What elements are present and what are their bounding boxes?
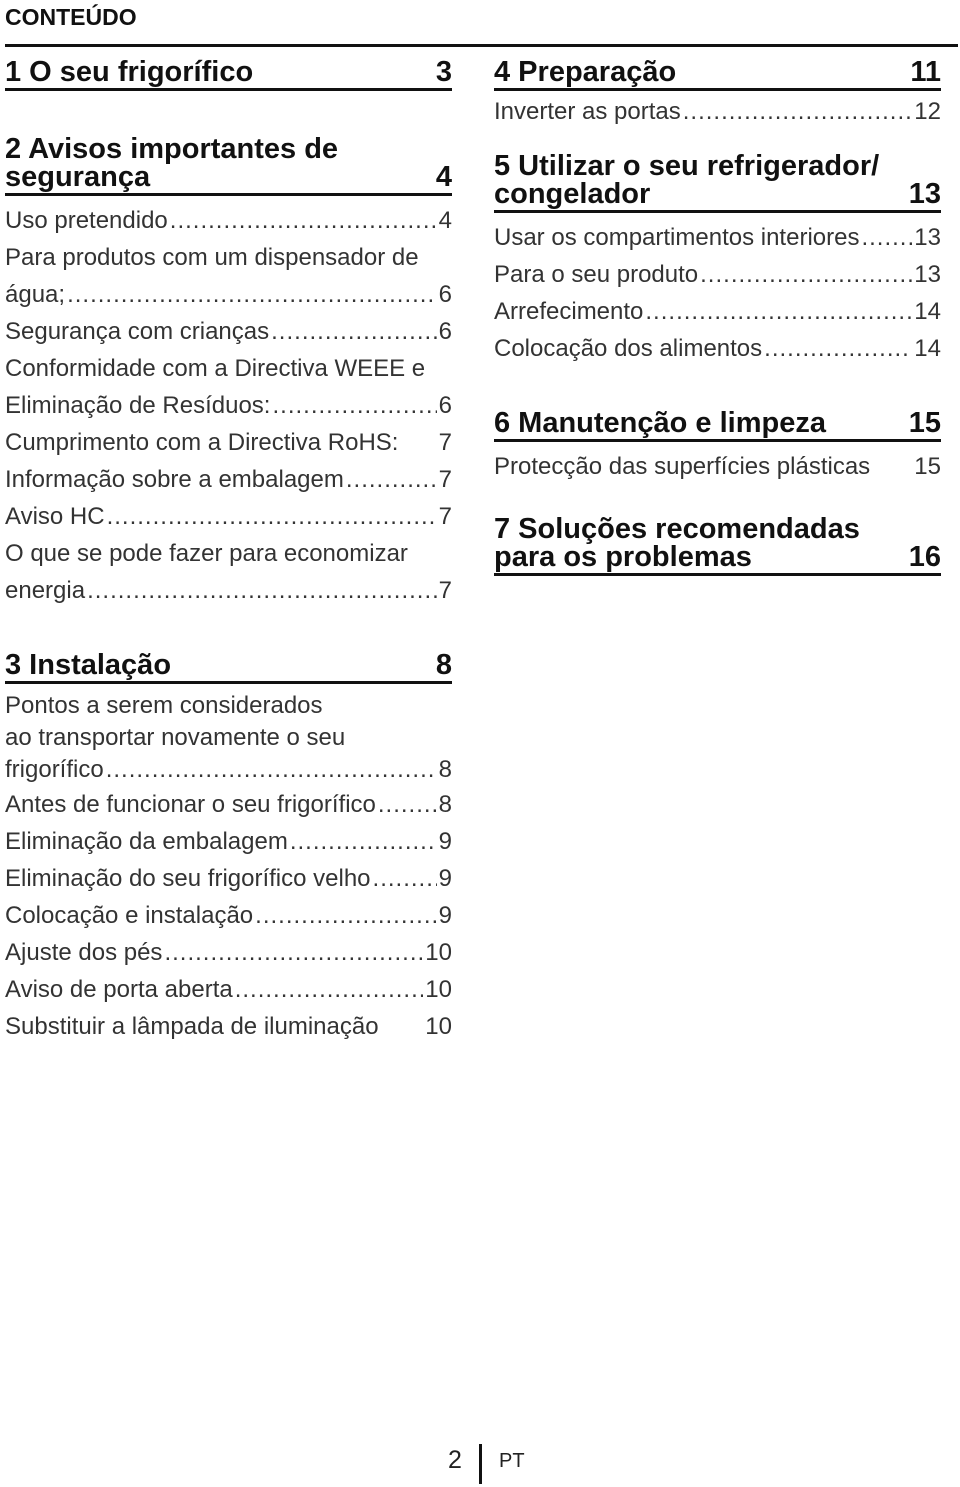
entry-text: Eliminação de Resíduos: [5,392,271,419]
entry-page: 6 [438,318,452,345]
section-page: 11 [910,56,941,88]
entry-page: 7 [438,503,452,530]
section-title: 6 Manutenção e limpeza [494,407,826,439]
entry-text: energia [5,577,86,604]
entry-text: Uso pretendido [5,207,168,234]
section-page: 16 [908,541,941,573]
section-title: 3 Instalação [5,649,172,681]
toc-entry[interactable] [5,823,452,860]
entry-page: 13 [914,224,941,251]
entry-page: 10 [425,939,452,966]
section-page: 13 [908,178,941,210]
toc-entry[interactable] [5,897,452,934]
toc-entry[interactable] [494,93,941,130]
section-2-entries [5,202,452,609]
section-page: 4 [435,161,452,193]
toc-entry[interactable] [5,313,452,350]
section-5-heading[interactable] [494,152,941,213]
section-5-entries [494,219,941,367]
toc-entry[interactable] [494,330,941,367]
section-4-entries [494,93,941,130]
toc-entry[interactable] [5,934,452,971]
section-title-line2: congelador [494,178,651,210]
section-3-entries [5,690,452,1045]
entry-text: Aviso de porta aberta [5,976,233,1003]
leader-dots [255,897,436,934]
entry-page: 14 [914,335,941,362]
section-title-line1: 5 Utilizar o seu refrigerador/ [494,150,880,182]
entry-text: Antes de funcionar o seu frigorífico [5,791,376,818]
toc-entry[interactable] [5,971,452,1008]
entry-page: 8 [438,791,452,818]
entry-text: Eliminação do seu frigorífico velho [5,865,371,892]
toc-entry[interactable] [494,219,941,256]
entry-text: água; [5,281,66,308]
section-title: 4 Preparação [494,56,677,88]
entry-text: Conformidade com a Directiva WEEE e [5,355,426,382]
entry-page: 10 [425,1013,452,1040]
leader-dots [861,219,912,256]
toc-entry[interactable] [5,535,452,609]
entry-page: 7 [438,466,452,493]
entry-text: Informação sobre a embalagem [5,466,344,493]
leader-dots [290,823,437,860]
entry-page: 9 [438,828,452,855]
entry-page: 9 [438,902,452,929]
entry-text: Aviso HC [5,503,105,530]
section-2-heading[interactable] [5,135,452,196]
leader-dots [106,754,437,786]
entry-text: Para o seu produto [494,261,699,288]
entry-page: 4 [438,207,452,234]
entry-text: Usar os compartimentos interiores [494,224,860,251]
page-footer [0,1444,960,1484]
contents-title: CONTEÚDO [5,4,137,30]
section-page: 3 [435,56,452,88]
section-1-heading[interactable] [5,58,452,91]
toc-entry[interactable] [494,448,941,485]
leader-dots [164,934,423,971]
section-title-line2: segurança [5,161,151,193]
toc-entry[interactable] [5,690,452,786]
entry-page: 10 [425,976,452,1003]
section-7-heading[interactable] [494,515,941,576]
entry-page: 6 [438,392,452,419]
leader-dots [764,330,912,367]
section-6-heading[interactable] [494,409,941,442]
footer-divider [479,1444,482,1484]
toc-entry[interactable] [5,461,452,498]
entry-text: O que se pode fazer para economizar [5,540,408,567]
leader-dots [235,971,424,1008]
entry-text: Ajuste dos pés [5,939,163,966]
page-number: 2 [448,1446,462,1474]
entry-page: 7 [438,429,452,456]
leader-dots [683,93,913,130]
entry-page: 8 [438,756,452,783]
entry-text: Eliminação da embalagem [5,828,288,855]
toc-left-column [5,58,452,1045]
leader-dots [700,256,912,293]
toc-right-column [494,58,941,576]
entry-page: 15 [914,453,941,480]
leader-dots [271,313,437,350]
entry-text: ao transportar novamente o seu [5,724,346,751]
section-3-heading[interactable] [5,651,452,684]
entry-text: Colocação dos alimentos [494,335,763,362]
entry-text: Colocação e instalação [5,902,254,929]
toc-entry[interactable] [5,786,452,823]
entry-page: 6 [438,281,452,308]
toc-entry[interactable] [5,498,452,535]
section-title-line2: para os problemas [494,541,752,573]
section-page: 8 [435,649,452,681]
page-header [5,0,958,47]
entry-text: Protecção das superfícies plásticas [494,453,871,480]
language-code: PT [499,1450,525,1472]
toc-entry[interactable] [5,1008,452,1045]
entry-text: Arrefecimento [494,298,644,325]
leader-dots [378,786,437,823]
entry-text: Pontos a serem considerados [5,692,323,719]
toc-entry[interactable] [5,202,452,239]
entry-text: Para produtos com um dispensador de [5,244,419,271]
leader-dots [346,461,437,498]
leader-dots [107,498,437,535]
toc-entry[interactable] [5,860,452,897]
leader-dots [272,387,436,424]
section-title: 1 O seu frigorífico [5,56,254,88]
section-6-entries [494,448,941,485]
entry-text: frigorífico [5,756,104,783]
toc-entry[interactable] [494,256,941,293]
section-page: 15 [908,407,941,439]
section-4-heading[interactable] [494,58,941,91]
leader-dots [373,860,437,897]
leader-dots [170,202,437,239]
entry-text: Inverter as portas [494,98,681,125]
leader-dots [645,293,912,330]
leader-dots [67,276,437,313]
toc-entry[interactable] [5,424,452,461]
leader-dots [87,572,437,609]
entry-text: Cumprimento com a Directiva RoHS: [5,429,399,456]
entry-text: Substituir a lâmpada de iluminação [5,1013,379,1040]
entry-text: Segurança com crianças [5,318,270,345]
section-title-line1: 2 Avisos importantes de [5,133,339,165]
toc-entry[interactable] [494,293,941,330]
toc-entry[interactable] [5,350,452,424]
section-title-line1: 7 Soluções recomendadas [494,513,860,545]
entry-page: 9 [438,865,452,892]
entry-page: 7 [438,577,452,604]
entry-page: 14 [914,298,941,325]
toc-entry[interactable] [5,239,452,313]
entry-page: 12 [914,98,941,125]
entry-page: 13 [914,261,941,288]
